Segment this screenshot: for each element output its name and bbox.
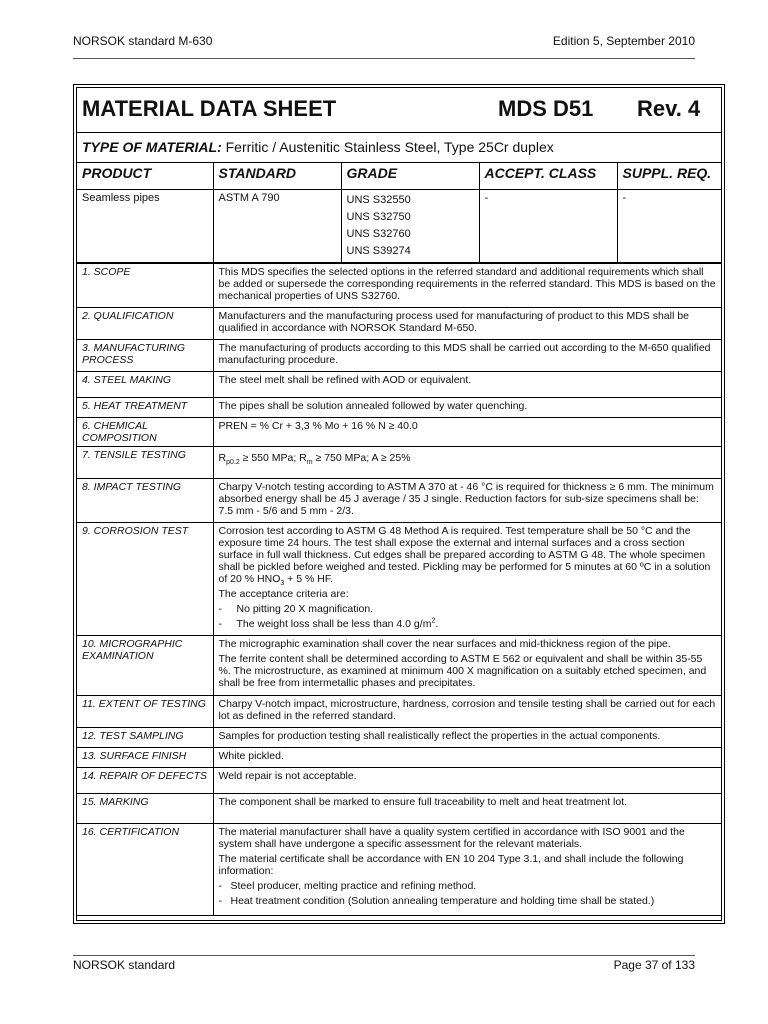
section-paragraph: This MDS specifies the selected options in the referred standard and additional requirements which shall be added or supersede the corresponding requirements in the referred standard. This MDS is based on the mechanical properties of UNS S32760. (218, 265, 716, 302)
header-standard: NORSOK standard M-630 (73, 34, 213, 48)
section-paragraph: The material certificate shall be accordance with EN 10 204 Type 3.1, and shall include the following information: (218, 852, 684, 877)
col-grade: GRADE (341, 163, 479, 189)
section-paragraph: Charpy V-notch testing according to ASTM A 370 at - 46 °C is required for thickness ≥ 6 mm. The minimum absorbed energy shall be 45 J average / 35 J single. Reduction factors for sub-size specimens shall be: 7.5 mm - 5/6 and 5 mm - 2/3. (218, 480, 714, 517)
section-paragraph: PREN = % Cr + 3,3 % Mo + 16 % N ≥ 40.0 (218, 419, 418, 432)
section-row (77, 397, 721, 417)
certificate-item (219, 895, 717, 907)
tensile-requirements (219, 452, 717, 464)
certificate-item (219, 880, 717, 892)
section-label: 12. TEST SAMPLING (77, 727, 213, 747)
section-paragraph: White pickled. (218, 749, 284, 762)
product-row (77, 189, 721, 262)
section-content (213, 417, 721, 446)
section-row (77, 747, 721, 767)
corrosion-paragraph (219, 525, 717, 585)
section-paragraph: The micrographic examination shall cover the near surfaces and mid-thickness region of the pipe. (218, 637, 671, 650)
section-content (213, 823, 721, 915)
type-value: Ferritic / Austenitic Stainless Steel, Type 25Cr duplex (221, 139, 554, 155)
col-standard: STANDARD (213, 163, 341, 189)
product-name: Seamless pipes (77, 189, 213, 262)
section-content (213, 339, 721, 371)
header-edition: Edition 5, September 2010 (552, 34, 695, 48)
section-content (213, 263, 721, 307)
column-header-row (77, 163, 721, 189)
section-label: 10. MICROGRAPHIC EXAMINATION (77, 635, 213, 695)
section-paragraph: The ferrite content shall be determined according to ASTM E 562 or equivalent and shall be within 35-55 %. The microstructure, as examined at minimum 400 X magnification on a suitably etched specimen, and shall be free from intermetallic phases and precipitates. (218, 652, 707, 689)
section-content (213, 522, 721, 635)
page-number: Page 37 of 133 (613, 958, 695, 972)
section-paragraph: Samples for production testing shall realistically reflect the properties in the actual components. (218, 729, 661, 742)
section-row (77, 823, 721, 915)
criteria-item (219, 603, 717, 615)
mds-number: MDS D51 (498, 96, 594, 121)
section-label: 7. TENSILE TESTING (77, 446, 213, 478)
section-row (77, 478, 721, 522)
bullet-dash: - (218, 617, 222, 630)
section-content (213, 727, 721, 747)
section-paragraph: The component shall be marked to ensure full traceability to melt and heat treatment lot. (218, 795, 628, 808)
section-paragraph: The steel melt shall be refined with AOD or equivalent. (218, 373, 472, 386)
section-label: 6. CHEMICAL COMPOSITION (77, 417, 213, 446)
certificate-item-text: Heat treatment condition (Solution annealing temperature and holding time shall be stated.) (230, 894, 655, 907)
m2-sup: 2 (431, 617, 436, 624)
tensile-m-sub: m (306, 458, 313, 466)
section-row (77, 263, 721, 307)
type-label: TYPE OF MATERIAL: (82, 139, 222, 155)
section-content (213, 747, 721, 767)
page-footer (73, 958, 695, 972)
section-row (77, 371, 721, 397)
section-content (213, 635, 721, 695)
weight-loss-text: The weight loss shall be less than 4.0 g/m (236, 617, 432, 630)
product-accept-class: - (479, 189, 617, 262)
col-product: PRODUCT (77, 163, 213, 189)
section-content (213, 397, 721, 417)
section-label: 15. MARKING (77, 793, 213, 823)
section-label: 2. QUALIFICATION (77, 307, 213, 339)
revision: Rev. 4 (637, 96, 701, 121)
product-grades (341, 189, 479, 262)
section-row (77, 767, 721, 793)
col-accept-class: ACCEPT. CLASS (479, 163, 617, 189)
grade-item: UNS S32760 (346, 227, 411, 240)
section-label: 5. HEAT TREATMENT (77, 397, 213, 417)
section-content (213, 793, 721, 823)
bullet-dash: - (218, 894, 222, 907)
footer-divider (73, 955, 695, 956)
product-standard: ASTM A 790 (213, 189, 341, 262)
section-row (77, 307, 721, 339)
section-row (77, 446, 721, 478)
section-content (213, 478, 721, 522)
page-header (73, 34, 695, 48)
section-label: 4. STEEL MAKING (77, 371, 213, 397)
requirements-table (77, 263, 721, 916)
section-row (77, 793, 721, 823)
section-row (77, 417, 721, 446)
section-label: 8. IMPACT TESTING (77, 478, 213, 522)
section-paragraph: Manufacturers and the manufacturing process used for manufacturing of product to this MDS shall be qualified in accordance with NORSOK Standard M-650. (218, 309, 689, 334)
criteria-text: No pitting 20 X magnification. (236, 602, 374, 615)
section-content (213, 371, 721, 397)
title-row (77, 88, 721, 133)
criteria-text (231, 618, 439, 630)
tensile-mid: ≥ 550 MPa; R (239, 451, 307, 464)
section-paragraph: The manufacturing of products according to this MDS shall be carried out according to the M-650 qualified manufacturing procedure. (218, 341, 711, 366)
section-label: 14. REPAIR OF DEFECTS (77, 767, 213, 793)
section-label: 1. SCOPE (77, 263, 213, 307)
section-label: 9. CORROSION TEST (77, 522, 213, 635)
section-label: 13. SURFACE FINISH (77, 747, 213, 767)
header-divider (73, 58, 695, 59)
weight-loss-end: . (435, 617, 439, 630)
bullet-dash: - (218, 602, 222, 615)
section-content (213, 446, 721, 478)
section-row (77, 727, 721, 747)
section-label: 16. CERTIFICATION (77, 823, 213, 915)
grade-item: UNS S39274 (346, 244, 411, 257)
grade-item: UNS S32550 (346, 193, 411, 206)
hno3-sub: 3 (280, 579, 285, 587)
section-paragraph: Weld repair is not acceptable. (218, 769, 357, 782)
grade-item: UNS S32750 (346, 210, 411, 223)
section-row (77, 695, 721, 727)
section-content (213, 695, 721, 727)
tensile-end: ≥ 750 MPa; A ≥ 25% (312, 451, 411, 464)
footer-standard: NORSOK standard (73, 958, 176, 972)
sheet-title: MATERIAL DATA SHEET (82, 96, 337, 121)
section-row (77, 339, 721, 371)
product-suppl-req: - (617, 189, 721, 262)
section-content (213, 307, 721, 339)
type-of-material (77, 133, 721, 163)
material-data-sheet (73, 84, 725, 924)
section-row (77, 635, 721, 695)
section-paragraph: The material manufacturer shall have a quality system certified in accordance with ISO 9001 and the system shall have undergone a specific assessment for the relevant materials. (218, 825, 685, 850)
section-label: 3. MANUFACTURING PROCESS (77, 339, 213, 371)
section-row (77, 522, 721, 635)
criteria-item (219, 618, 717, 630)
tensile-r: R (218, 451, 227, 464)
bullet-dash: - (218, 879, 222, 892)
corrosion-text: Corrosion test according to ASTM G 48 Method A is required. Test temperature shall be 50 °C and the exposure time 24 hours. The test shall expose the external and internal surfaces and a cross section surface in full wall thickness. Cut edges shall be prepared according to ASTM G 48. The whole specimen shall be pickled before weighed and tested. Pickling may be performed for 5 minutes at 60 ºC in a solution of 20 % HNO (218, 524, 711, 585)
section-paragraph: Charpy V-notch impact, microstructure, hardness, corrosion and tensile testing shall be carried out for each lot as defined in the referred standard. (218, 697, 716, 722)
corrosion-text-end: + 5 % HF. (284, 572, 333, 585)
acceptance-criteria: The acceptance criteria are: (218, 587, 349, 600)
section-label: 11. EXTENT OF TESTING (77, 695, 213, 727)
col-suppl-req: SUPPL. REQ. (617, 163, 721, 189)
section-content (213, 767, 721, 793)
tensile-r-sub: p0.2 (226, 458, 240, 466)
certificate-item-text: Steel producer, melting practice and refining method. (230, 879, 477, 892)
product-table (77, 163, 721, 263)
section-paragraph: The pipes shall be solution annealed followed by water quenching. (218, 399, 528, 412)
